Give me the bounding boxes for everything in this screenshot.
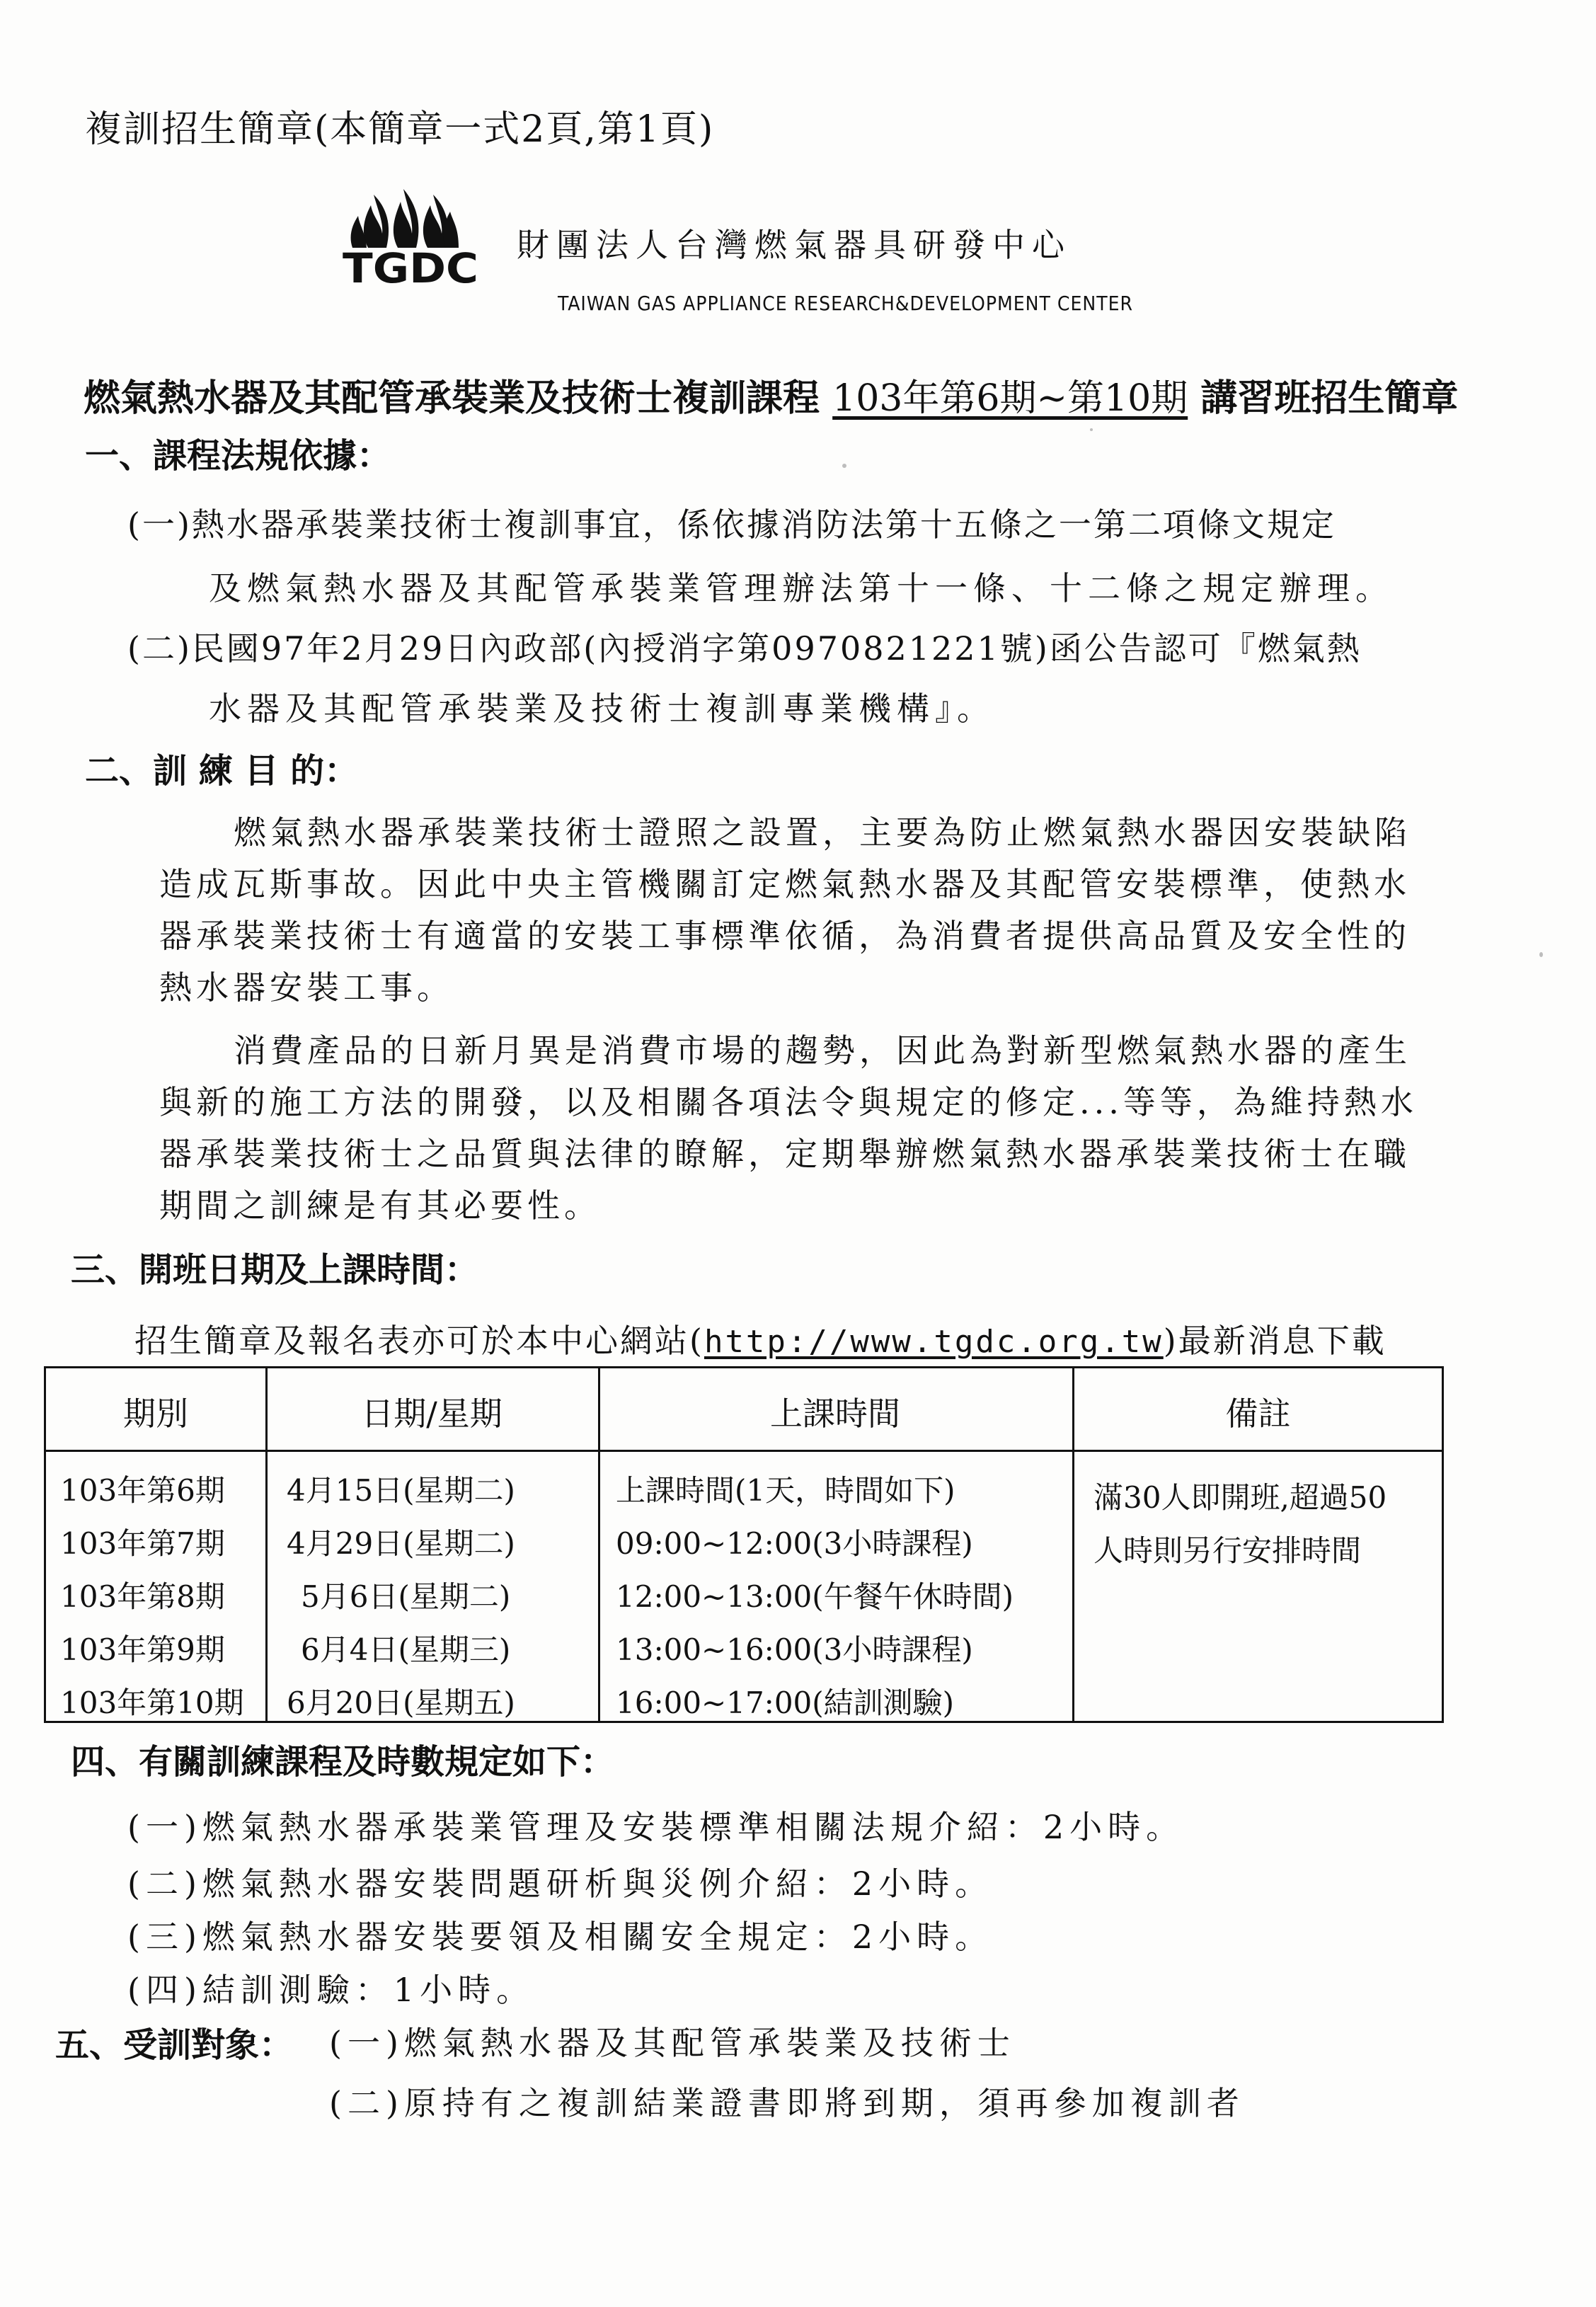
header-date: 日期/星期 [361, 1395, 503, 1433]
period-cell: 103年第6期 [60, 1473, 225, 1508]
section2-p2-line1: 消費產品的日新月異是消費市場的趨勢，因此為對新型燃氣熱水器的產生 [234, 1031, 1411, 1070]
date-cell: 6月4日(星期三) [301, 1632, 511, 1667]
document-title [84, 368, 1458, 421]
time-cell: 09:00~12:00(3小時課程) [616, 1526, 973, 1561]
section1-item2-line2: 水器及其配管承裝業及技術士複訓專業機構』。 [209, 689, 995, 728]
section3-heading: 三、開班日期及上課時間： [71, 1250, 479, 1290]
tgdc-flame-logo [340, 166, 481, 287]
section2-p1-line3: 器承裝業技術士有適當的安裝工事標準依循，為消費者提供高品質及安全性的 [159, 917, 1411, 955]
section2-p2-line2: 與新的施工方法的開發，以及相關各項法令與規定的修定...等等，為維持熱水 [159, 1083, 1418, 1121]
organization-english-name: TAIWAN GAS APPLIANCE RESEARCH&DEVELOPMENT CENTER [558, 292, 1134, 315]
title-period: 103年第6期~第10期 [832, 377, 1188, 420]
time-cell: 12:00~13:00(午餐午休時間) [616, 1579, 1014, 1614]
section2-p1-line2: 造成瓦斯事故。因此中央主管機關訂定燃氣熱水器及其配管安裝標準，使熱水 [159, 865, 1411, 903]
scan-speck [842, 464, 846, 468]
header-period: 期別 [123, 1395, 188, 1433]
section2-p1-line1: 燃氣熱水器承裝業技術士證照之設置，主要為防止燃氣熱水器因安裝缺陷 [234, 813, 1411, 852]
period-cell: 103年第7期 [60, 1526, 225, 1561]
section4-item2: (二)燃氣熱水器安裝問題研析與災例介紹：2小時。 [127, 1865, 994, 1903]
section2-p2-line3: 器承裝業技術士之品質與法律的瞭解，定期舉辦燃氣熱水器承裝業技術士在職 [159, 1135, 1411, 1173]
schedule-table [44, 1366, 1444, 1723]
page-header-title: 複訓招生簡章(本簡章一式2頁,第1頁) [85, 108, 715, 151]
header-remark: 備註 [1225, 1395, 1291, 1433]
section1-item2-line1: (二)民國97年2月29日內政部(內授消字第0970821221號)函公告認可『燃氣熱 [127, 629, 1362, 668]
section1-item1-line2: 及燃氣熱水器及其配管承裝業管理辦法第十一條、十二條之規定辦理。 [209, 569, 1394, 607]
title-course: 燃氣熱水器及其配管承裝業及技術士複訓課程 [84, 377, 820, 420]
time-cell: 16:00~17:00(結訓測驗) [616, 1685, 955, 1720]
remark-line: 滿30人即開班,超過50 [1093, 1480, 1387, 1515]
website-note [134, 1315, 1387, 1362]
organization-name: 財團法人台灣燃氣器具研發中心 [517, 226, 1072, 264]
period-cell: 103年第9期 [60, 1632, 225, 1667]
website-note-prefix: 招生簡章及報名表亦可於本中心網站( [134, 1322, 704, 1360]
date-cell: 4月15日(星期二) [287, 1473, 515, 1508]
remark-line: 人時則另行安排時間 [1093, 1533, 1362, 1568]
date-cell: 4月29日(星期二) [287, 1526, 515, 1561]
header-time: 上課時間 [770, 1395, 900, 1433]
period-cell: 103年第8期 [60, 1579, 225, 1614]
title-suffix: 講習班招生簡章 [1200, 377, 1459, 420]
period-cell: 103年第10期 [60, 1685, 244, 1720]
scan-speck [1090, 428, 1093, 431]
section4-item1: (一)燃氣熱水器承裝業管理及安裝標準相關法規介紹：2小時。 [127, 1808, 1185, 1846]
section1-item1-line1: (一)熱水器承裝業技術士複訓事宜，係依據消防法第十五條之一第二項條文規定 [127, 505, 1336, 544]
section1-heading: 一、課程法規依據： [85, 436, 391, 476]
time-cell: 13:00~16:00(3小時課程) [616, 1632, 973, 1667]
section4-item3: (三)燃氣熱水器安裝要領及相關安全規定：2小時。 [127, 1918, 994, 1956]
scan-speck [1539, 952, 1543, 957]
section5-item1: (一)燃氣熱水器及其配管承裝業及技術士 [329, 2024, 1016, 2062]
date-cell: 6月20日(星期五) [287, 1685, 515, 1720]
time-cell: 上課時間(1天，時間如下) [616, 1473, 955, 1508]
section2-p1-line4: 熱水器安裝工事。 [159, 968, 454, 1007]
section2-p2-line4: 期間之訓練是有其必要性。 [159, 1186, 601, 1225]
section5-heading: 五、受訓對象： [55, 2025, 294, 2065]
section4-item4: (四)結訓測驗：1小時。 [127, 1971, 535, 2009]
website-note-suffix: )最新消息下載 [1163, 1322, 1387, 1360]
section2-heading: 二、訓 練 目 的： [85, 751, 359, 791]
website-link[interactable]: http://www.tgdc.org.tw [704, 1324, 1164, 1360]
section4-heading: 四、有關訓練課程及時數規定如下： [71, 1742, 615, 1782]
date-cell: 5月6日(星期二) [301, 1579, 511, 1614]
section5-item2: (二)原持有之複訓結業證書即將到期，須再參加複訓者 [329, 2084, 1245, 2122]
table-header-divider [46, 1450, 1442, 1452]
logo-text: TGDC [343, 244, 478, 287]
